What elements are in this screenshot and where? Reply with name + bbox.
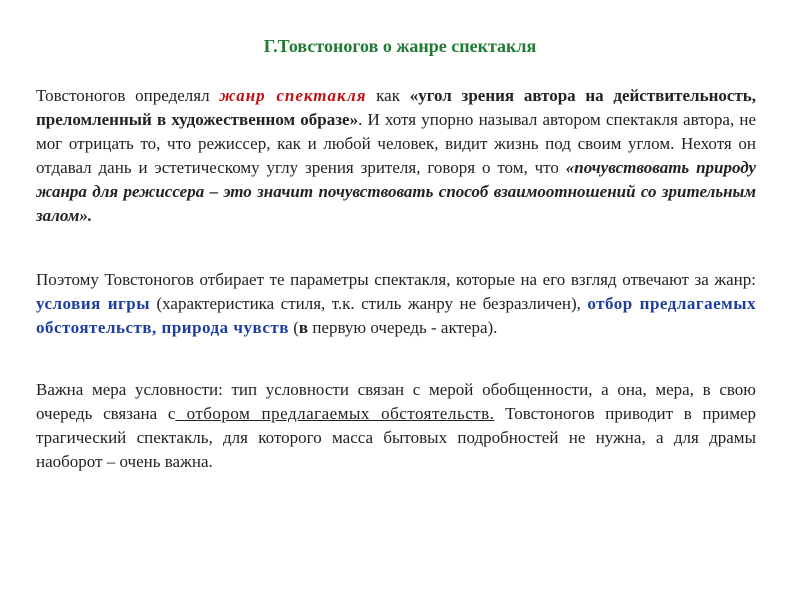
highlight-circumstances: отбор предлагаемых обстоятельств, природа чувств <box>36 294 757 337</box>
text-run: как <box>366 86 410 105</box>
text-run-bold: в <box>298 318 309 337</box>
text-run: ( <box>288 318 299 337</box>
text-run: Товстоногов приводит в пример трагический спектакль, для которого масса бытовых подробностей не нужна, а для драмы наоборот – очень важна. <box>36 404 756 471</box>
highlight-play-conditions: условия игры <box>36 294 151 313</box>
underlined-circumstances: отбором предлагаемых обстоятельств. <box>175 404 495 423</box>
highlight-genre-term: жанр спектакля <box>219 86 367 105</box>
paragraph-definition <box>36 84 756 228</box>
quote-audience: «почувствовать природу жанра для режиссера – это значит почувствовать способ взаимоотношений со зрительным залом». <box>36 158 757 225</box>
text-run: Товстоногов определял <box>36 86 220 105</box>
text-run: Важна мера условности: тип условности связан с мерой обобщенности, а она, мера, в свою очередь связана с <box>36 380 756 423</box>
text-run: . И хотя упорно называл автором спектакля автора, не мог отрицать то, что режиссер, как и любой человек, видит жизнь под своим углом. Нехотя он отдавал дань и эстетическому углу зрения зрителя, говоря о том, что <box>36 110 757 177</box>
text-run: (характеристика стиля, т.к. стиль жанру не безразличен), <box>150 294 588 313</box>
slide-title: Г.Товстоногов о жанре спектакля <box>263 36 537 56</box>
text-run: первую очередь - актера). <box>308 318 498 337</box>
paragraph-parameters <box>36 268 756 340</box>
paragraph-convention <box>36 378 756 474</box>
text-run: Поэтому Товстоногов отбирает те параметры спектакля, которые на его взгляд отвечают за жанр: <box>36 270 756 289</box>
quote-definition: «угол зрения автора на действительность, преломленный в художественном образе» <box>36 86 757 129</box>
